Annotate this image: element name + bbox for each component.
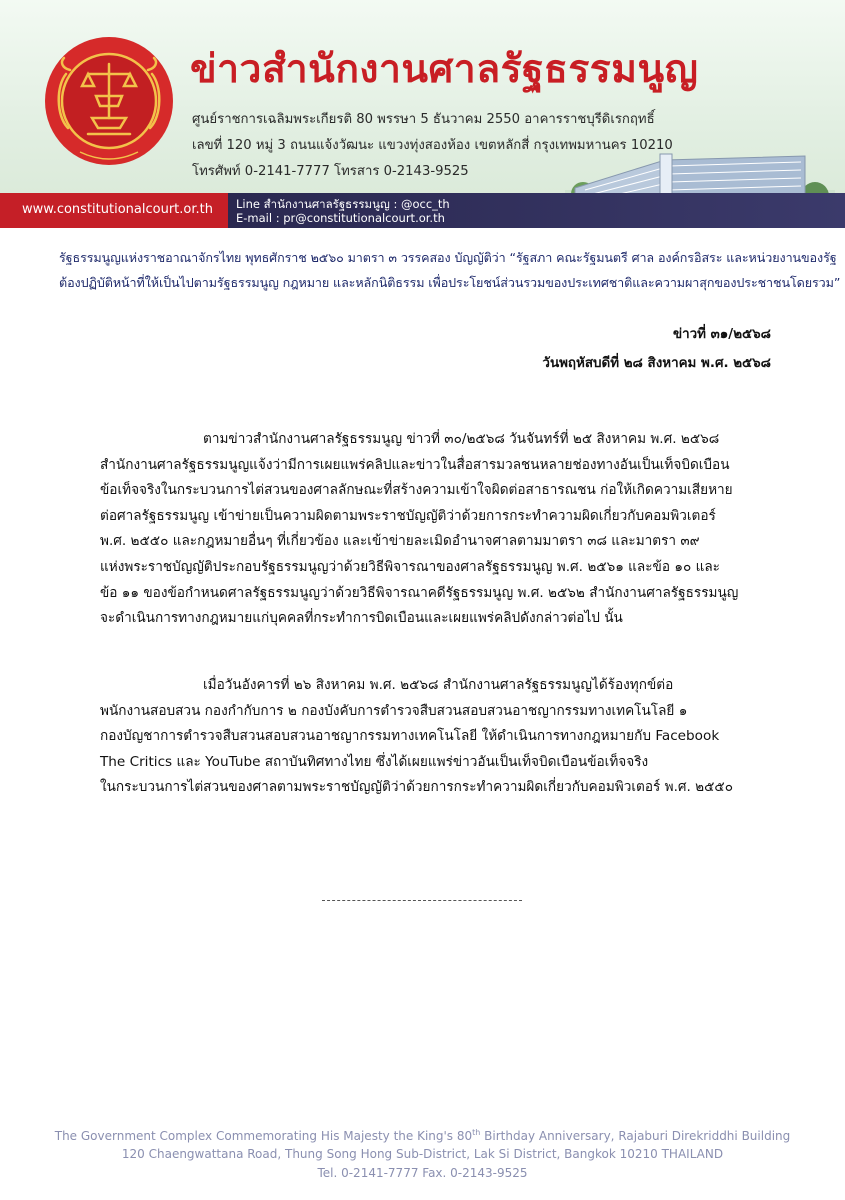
line-contact: Line สำนักงานศาลรัฐธรรมนูญ : @occ_th [236,197,450,211]
footer-line-2: 120 Chaengwattana Road, Thung Song Hong Sub-District, Lak Si District, Bangkok 10210 THAILAND [121,1147,724,1161]
footer-line-1 [0,1128,845,1143]
paragraph-line: กองบัญชาการตำรวจสืบสวนสอบสวนอาชญากรรมทางเทคโนโลยี ให้ดำเนินการทางกฎหมายกับ Facebook [100,728,720,745]
paragraph-line: พ.ศ. ๒๕๕๐ และกฎหมายอื่นๆ ที่เกี่ยวข้อง และเข้าข่ายละเมิดอำนาจศาลตามมาตรา ๓๘ และมาตรา ๓๙ [100,533,700,550]
organization-title: ข่าวสำนักงานศาลรัฐธรรมนูญ [190,47,699,92]
footer-superscript: th [472,1128,481,1137]
paragraph-line: แห่งพระราชบัญญัติประกอบรัฐธรรมนูญว่าด้วยวิธีพิจารณาของศาลรัฐธรรมนูญ พ.ศ. ๒๕๖๑ และข้อ ๑๐ และ [100,558,720,575]
news-date: วันพฤหัสบดีที่ ๒๘ สิงหาคม พ.ศ. ๒๕๖๘ [542,356,771,371]
paragraph-line: ต่อศาลรัฐธรรมนูญ เข้าข่ายเป็นความผิดตามพระราชบัญญัติว่าด้วยการกระทำความผิดเกี่ยวกับคอมพิวเตอร์ [100,507,716,524]
footer-line-1-text: The Government Complex Commemorating His Majesty the King's 80 [54,1129,473,1143]
email-contact[interactable]: E-mail : pr@constitutionalcourt.or.th [236,211,445,225]
letterhead [0,0,845,228]
body-paragraph-1 [100,427,760,632]
constitution-notice-line-1: รัฐธรรมนูญแห่งราชอาณาจักรไทย พุทธศักราช ๒๕๖๐ มาตรา ๓ วรรคสอง บัญญัติว่า “รัฐสภา คณะรัฐมนตรี ศาล องค์กรอิสระ และหน่วยงานของรัฐ [59,250,837,265]
paragraph-line: เมื่อวันอังคารที่ ๒๖ สิงหาคม พ.ศ. ๒๕๖๘ สำนักงานศาลรัฐธรรมนูญได้ร้องทุกข์ต่อ [203,677,674,693]
footer-line-3: Tel. 0-2141-7777 Fax. 0-2143-9525 [317,1166,528,1180]
paragraph-line: ตามข่าวสำนักงานศาลรัฐธรรมนูญ ข่าวที่ ๓๐/๒๕๖๘ วันจันทร์ที่ ๒๕ สิงหาคม พ.ศ. ๒๕๖๘ [203,431,720,447]
paragraph-line: ในกระบวนการไต่สวนของศาลตามพระราชบัญญัติว่าด้วยการกระทำความผิดเกี่ยวกับคอมพิวเตอร์ พ.ศ. ๒๕๕๐ [100,779,734,796]
paragraph-line: พนักงานสอบสวน กองกำกับการ ๒ กองบังคับการตำรวจสืบสวนสอบสวนอาชญากรรมทางเทคโนโลยี ๑ [100,702,688,719]
address-line-2: เลขที่ 120 หมู่ 3 ถนนแจ้งวัฒนะ แขวงทุ่งสองห้อง เขตหลักสี่ กรุงเทพมหานคร 10210 [192,138,673,153]
website-link[interactable]: www.constitutionalcourt.or.th [22,202,213,217]
news-number: ข่าวที่ ๓๑/๒๕๖๘ [672,327,771,342]
paragraph-line: สำนักงานศาลรัฐธรรมนูญแจ้งว่ามีการเผยแพร่คลิปและข่าวในสื่อสารมวลชนหลายช่องทางอันเป็นเท็จบิดเบือน [100,456,730,473]
footer-line-1-text-end: Birthday Anniversary, Rajaburi Direkriddhi Building [480,1129,791,1143]
constitution-notice-line-2: ต้องปฏิบัติหน้าที่ให้เป็นไปตามรัฐธรรมนูญ กฎหมาย และหลักนิติธรรม เพื่อประโยชน์ส่วนรวมของประเทศชาติและความผาสุกของประชาชนโดยรวม” [59,275,841,290]
paragraph-line: ข้อ ๑๑ ของข้อกำหนดศาลรัฐธรรมนูญว่าด้วยวิธีพิจารณาคดีรัฐธรรมนูญ พ.ศ. ๒๕๖๒ สำนักงานศาลรัฐธรรมนูญ [100,584,739,601]
address-line-1: ศูนย์ราชการเฉลิมพระเกียรติ 80 พรรษา 5 ธันวาคม 2550 อาคารราชบุรีดิเรกฤทธิ์ [192,112,655,127]
phone-fax-line: โทรศัพท์ 0-2141-7777 โทรสาร 0-2143-9525 [192,164,469,179]
end-separator [322,900,522,901]
paragraph-line: จะดำเนินการทางกฎหมายแก่บุคคลที่กระทำการบิดเบือนและเผยแพร่คลิปดังกล่าวต่อไป นั้น [100,610,623,627]
paragraph-line: ข้อเท็จจริงในกระบวนการไต่สวนของศาลลักษณะที่สร้างความเข้าใจผิดต่อสาธารณชน ก่อให้เกิดความเสียหาย [100,482,733,499]
court-seal-icon [42,34,176,168]
paragraph-line: The Critics และ YouTube สถาบันทิศทางไทย ซึ่งได้เผยแพร่ข่าวอันเป็นเท็จบิดเบือนข้อเท็จจริง [100,753,649,770]
contact-bar [0,193,845,228]
body-paragraph-2 [100,673,760,801]
